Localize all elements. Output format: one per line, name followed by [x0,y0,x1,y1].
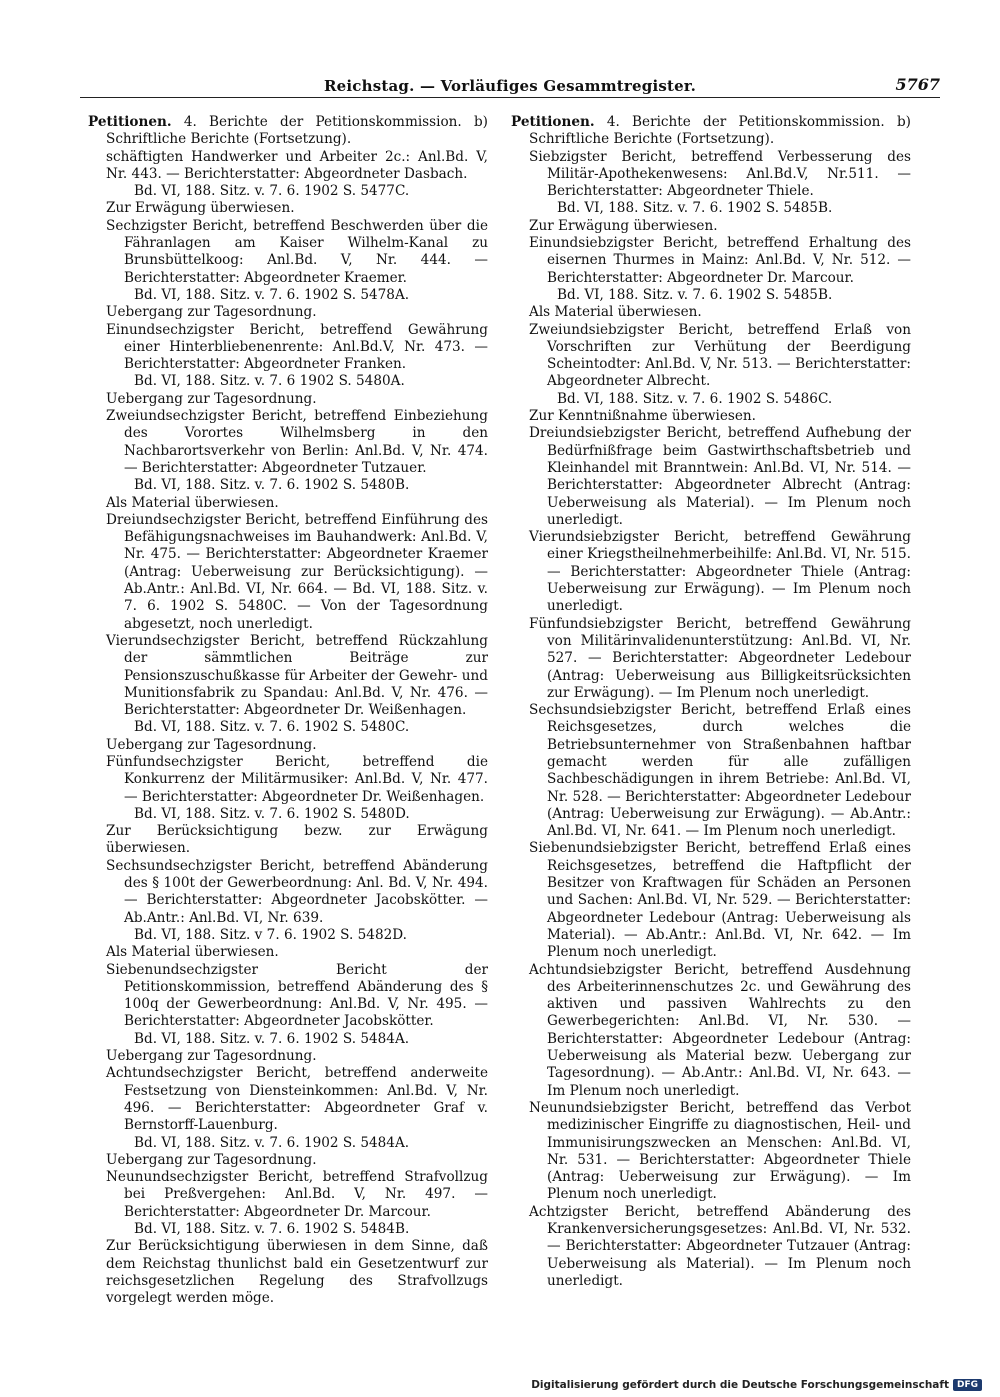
right-column [511,114,911,1290]
entry-title: Vierundsiebzigster Bericht, betreffend Gewährung einer Kriegstheilnehmerbeihilfe: Anl.Bd. VI, Nr. 515. — Berichterstatter: Abgeordneter Thiele (Antrag: Ueberweisung zur Erwägung). — Im Plenum noch unerledigt. [529,529,911,615]
report-entry [511,1204,911,1290]
entry-continuation: schäftigten Handwerker und Arbeiter 2c.: Anl.Bd. V, Nr. 443. — Berichterstatter: Abgeordneter Dasbach. [106,148,488,182]
entry-outcome: Uebergang zur Tagesordnung. [106,1048,317,1065]
section-label: Petitionen. [511,114,595,130]
credit-text: Digitalisierung gefördert durch die Deutsche Forschungsgemeinschaft [531,1379,949,1391]
page-number: 5767 [895,75,940,94]
entry-title: Achtundsechzigster Bericht, betreffend anderweite Festsetzung von Diensteinkommen: Anl.Bd. V, Nr. 496. — Berichterstatter: Abgeordneter Graf v. Bernstorff-Lauenburg. [106,1065,488,1134]
entry-outcome: Uebergang zur Tagesordnung. [106,736,317,753]
entry-title: Fünfundsiebzigster Bericht, betreffend Gewährung von Militärinvalidenunterstützung: Anl.Bd. VI, Nr. 527. — Berichterstatter: Abgeordneter Ledebour (Antrag: Ueberweisung aus Billigkeitsrücksichten zur Erwägung). — Im Plenum noch unerledigt. [529,615,911,701]
report-entry [511,149,911,235]
entry-outcome: Zur Berücksichtigung bezw. zur Erwägung überwiesen. [106,823,488,857]
entry-title: Einundsechzigster Bericht, betreffend Gewährung einer Hinterbliebenenrente: Anl.Bd.V, Nr. 473. — Berichterstatter: Abgeordneter Franken. [106,321,488,373]
report-entry [88,408,488,512]
entry-title: Zweiundsechzigster Bericht, betreffend Einbeziehung des Vorortes Wilhelmsberg in den Nachbarortsverkehr von Berlin: Anl.Bd. V, Nr. 474. — Berichterstatter: Abgeordneter Tutzauer. [106,408,488,476]
session-citation: Bd. VI, 188. Sitz. v. 7. 6. 1902 S. 5484B. [134,1221,410,1237]
session-citation: Bd. VI, 188. Sitz. v. 7. 6. 1902 S. 5480D. [134,805,410,822]
entry-title: Achtundsiebzigster Bericht, betreffend Ausdehnung des Arbeiterinnenschutzes 2c. und Gewährung des aktiven und passiven Wahlrechts zu den Gewerbegerichten: Anl.Bd. VI, Nr. 530. — Berichterstatter: Abgeordneter Ledebour (Antrag: Ueberweisung als Material bezw. Uebergang zur Tagesordnung). — Ab.Antr.: Anl.Bd. VI, Nr. 643. — Im Plenum noch unerledigt. [529,961,911,1099]
session-citation: Bd. VI, 188. Sitz. v. 7. 6 1902 S. 5480A. [134,373,405,390]
left-column [88,114,488,1307]
entry-title: Achtzigster Bericht, betreffend Abänderung des Krankenversicherungsgesetzes: Anl.Bd. VI, Nr. 532. — Berichterstatter: Abgeordneter Tutzauer (Antrag: Ueberweisung als Material). — Im Plenum noch unerledigt. [529,1203,911,1289]
report-entry [511,962,911,1100]
report-entry [511,616,911,702]
header-title: Reichstag. — Vorläufiges Gesammtregister. [323,77,697,95]
running-header [80,71,940,98]
entry-outcome: Uebergang zur Tagesordnung. [106,390,317,407]
entry-outcome: Zur Kenntnißnahme überwiesen. [529,408,757,425]
entry-title: Vierundsechzigster Bericht, betreffend Rückzahlung der sämmtlichen Beiträge zur Pensionszuschußkasse für Arbeiter der Gewehr- und Munitionsfabrik zu Spandau: Anl.Bd. V, Nr. 476. — Berichterstatter: Abgeordneter Dr. Weißenhagen. [106,632,488,719]
report-entry [511,425,911,529]
entry-outcome: Uebergang zur Tagesordnung. [106,1151,317,1168]
entry-list [88,149,488,1308]
session-citation: Bd. VI, 188. Sitz. v 7. 6. 1902 S. 5482D. [134,926,407,943]
entry-list [511,149,911,1291]
report-entry [88,322,488,408]
session-citation: Bd. VI, 188. Sitz. v. 7. 6. 1902 S. 5485B. [557,286,833,303]
entry-title: Sechsundsechzigster Bericht, betreffend Abänderung des § 100t der Gewerbeordnung: Anl. Bd. V, Nr. 494. — Berichterstatter: Abgeordneter Jacobskötter. — Ab.Antr.: Anl.Bd. VI, Nr. 639. [106,857,488,926]
entry-title: Einundsiebzigster Bericht, betreffend Erhaltung des eisernen Thurmes in Mainz: Anl.Bd. V, Nr. 512. — Berichterstatter: Abgeordneter Dr. Marcour. [529,235,911,286]
section-subtitle: 4. Berichte der Petitionskommission. b) Schriftliche Berichte (Fortsetzung). [529,114,911,148]
section-heading [88,114,488,149]
entry-title: Fünfundsechzigster Bericht, betreffend die Konkurrenz der Militärmusiker: Anl.Bd. V, Nr. 477. — Berichterstatter: Abgeordneter Dr. Weißenhagen. [106,753,488,805]
entry-title: Dreiundsechzigster Bericht, betreffend Einführung des Befähigungsnachweises im Bauhandwerk: Anl.Bd. V, Nr. 475. — Berichterstatter: Abgeordneter Kraemer (Antrag: Ueberweisung zur Berücksichtigung). — Ab.Antr.: Anl.Bd. VI, Nr. 664. — Bd. VI, 188. Sitz. v. 7. 6. 1902 S. 5480C. — Von der Tagesordnung abgesetzt, noch unerledigt. [106,511,488,632]
entry-title: Siebenundsechzigster Bericht der Petitionskommission, betreffend Abänderung des § 100q der Gewerbeordnung: Anl.Bd. V, Nr. 495. — Berichterstatter: Abgeordneter Jacobskötter. [106,961,488,1030]
entry-title: Sechsundsiebzigster Bericht, betreffend Erlaß eines Reichsgesetzes, durch welches die Betriebsunternehmer von Straßenbahnen haftbar gemacht werden für alle zufälligen Sachbeschädigungen in ihrem Betriebe: Anl.Bd. VI, Nr. 528. — Berichterstatter: Abgeordneter Ledebour (Antrag: Ueberweisung zur Erwägung). — Ab.Antr.: Anl.Bd. VI, Nr. 641. — Im Plenum noch unerledigt. [529,702,911,840]
entry-title: Dreiundsiebzigster Bericht, betreffend Aufhebung der Bedürfnißfrage beim Gastwirthschaftsbetrieb und Kleinhandel mit Branntwein: Anl.Bd. VI, Nr. 514. — Berichterstatter: Abgeordneter Albrecht (Antrag: Ueberweisung als Material). — Im Plenum noch unerledigt. [529,425,911,528]
session-citation: Bd. VI, 188. Sitz. v. 7. 6. 1902 S. 5485B. [557,200,833,217]
report-entry [511,1100,911,1204]
entry-outcome: Als Material überwiesen. [529,304,702,321]
report-entry [511,322,911,426]
entry-title: Siebenundsiebzigster Bericht, betreffend Erlaß eines Reichsgesetzes, betreffend die Haftpflicht der Besitzer von Kraftwagen für Schäden an Personen und Sachen: Anl.Bd. VI, Nr. 529. — Berichterstatter: Abgeordneter Ledebour (Antrag: Ueberweisung als Material). — Ab.Antr.: Anl.Bd. VI, Nr. 642. — Im Plenum noch unerledigt. [529,840,911,961]
entry-title: Neunundsiebzigster Bericht, betreffend das Verbot medizinischer Eingriffe zu diagnostischen, Heil- und Immunisirungszwecken an Menschen: Anl.Bd. VI, Nr. 531. — Berichterstatter: Abgeordneter Thiele (Antrag: Ueberweisung zur Erwägung). — Im Plenum noch unerledigt. [529,1099,911,1203]
footer-credit [531,1378,982,1392]
entry-outcome: Zur Berücksichtigung überwiesen in dem Sinne, daß dem Reichstag thunlichst bald ein Gesetzentwurf zur reichsgesetzlichen Regelung des Strafvollzugs vorgelegt werden möge. [106,1238,488,1307]
session-citation: Bd. VI, 188. Sitz. v. 7. 6. 1902 S. 5480C. [134,719,410,736]
report-entry [511,529,911,615]
entry-outcome: Zur Erwägung überwiesen. [529,217,718,234]
entry-title: Zweiundsiebzigster Bericht, betreffend Erlaß von Vorschriften zur Verhütung der Beerdigung Scheintodter: Anl.Bd. V, Nr. 513. — Berichterstatter: Abgeordneter Albrecht. [529,321,911,390]
section-subtitle: 4. Berichte der Petitionskommission. b) Schriftliche Berichte (Fortsetzung). [106,114,488,148]
report-entry [88,1169,488,1307]
entry-outcome: Als Material überwiesen. [106,944,279,961]
entry-outcome: Uebergang zur Tagesordnung. [106,304,317,321]
report-entry [88,754,488,858]
entry-outcome: Als Material überwiesen. [106,494,279,511]
session-citation: Bd. VI, 188. Sitz. v. 7. 6. 1902 S. 5478A. [134,286,410,303]
report-entry [511,235,911,321]
report-entry [88,149,488,218]
entry-outcome: Zur Erwägung überwiesen. [106,200,295,217]
session-citation: Bd. VI, 188. Sitz. v. 7. 6. 1902 S. 5477C. [134,183,410,200]
report-entry [88,962,488,1066]
report-entry [88,512,488,633]
report-entry [88,218,488,322]
session-citation: Bd. VI, 188. Sitz. v. 7. 6. 1902 S. 5484A. [134,1030,410,1047]
session-citation: Bd. VI, 188. Sitz. v. 7. 6. 1902 S. 5486C. [557,390,833,407]
report-entry [511,702,911,840]
report-entry [88,858,488,962]
dfg-logo: DFG [953,1379,982,1391]
entry-title: Sechzigster Bericht, betreffend Beschwerden über die Fähranlagen am Kaiser Wilhelm-Kanal zu Brunsbüttelkoog: Anl.Bd. V, Nr. 444. — Berichterstatter: Abgeordneter Kraemer. [106,217,488,286]
section-label: Petitionen. [88,114,172,130]
entry-title: Siebzigster Bericht, betreffend Verbesserung des Militär-Apothekenwesens: Anl.Bd.V, Nr.511. — Berichterstatter: Abgeordneter Thiele. [529,148,911,200]
report-entry [88,1065,488,1169]
session-citation: Bd. VI, 188. Sitz. v. 7. 6. 1902 S. 5480B. [134,477,410,494]
section-heading [511,114,911,149]
report-entry [88,633,488,754]
session-citation: Bd. VI, 188. Sitz. v. 7. 6. 1902 S. 5484A. [134,1134,410,1151]
report-entry [511,840,911,961]
entry-title: Neunundsechzigster Bericht, betreffend Strafvollzug bei Preßvergehen: Anl.Bd. V, Nr. 497. — Berichterstatter: Abgeordneter Dr. Marcour. [106,1169,488,1220]
